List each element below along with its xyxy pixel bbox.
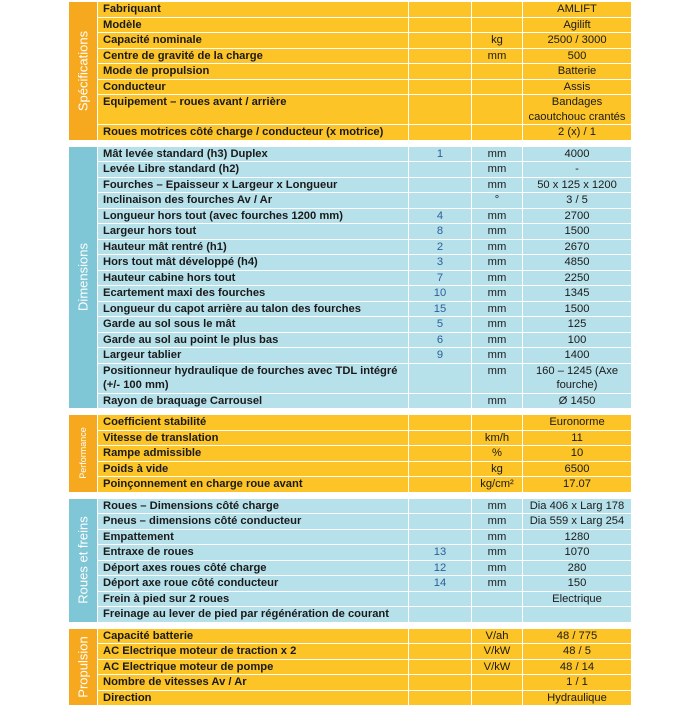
row-unit: km/h — [472, 431, 523, 446]
row-ref-number — [409, 660, 472, 675]
row-label: Longueur du capot arrière au talon des fourches — [98, 302, 409, 317]
row-unit: mm — [472, 162, 523, 177]
section-label: Spécifications — [75, 30, 91, 111]
row-label: Garde au sol sous le mât — [98, 317, 409, 332]
row-unit: mm — [472, 178, 523, 193]
row-unit: mm — [472, 147, 523, 162]
row-value: Bandages caoutchouc crantés — [528, 96, 626, 123]
row-value: 48 / 5 — [563, 645, 591, 657]
row-unit: kg/cm² — [472, 477, 523, 492]
row-value: Assis — [563, 80, 591, 93]
section-label-bar — [69, 147, 98, 409]
row-unit: mm — [472, 302, 523, 317]
table-row — [98, 193, 631, 209]
row-value: 6500 — [564, 462, 590, 475]
table-row — [98, 364, 631, 394]
row-unit: mm — [472, 240, 523, 255]
row-ref-number: 15 — [409, 302, 472, 317]
row-unit: mm — [472, 576, 523, 591]
row-unit: mm — [472, 49, 523, 64]
row-unit: mm — [472, 286, 523, 301]
row-value: Dia 559 x Larg 254 — [529, 515, 625, 527]
row-label: Fabriquant — [98, 2, 409, 17]
table-row — [98, 629, 631, 645]
row-label: Hors tout mât développé (h4) — [98, 255, 409, 270]
table-row — [98, 271, 631, 287]
row-value: 1500 — [564, 302, 590, 315]
row-ref-number — [409, 607, 472, 622]
table-row — [98, 348, 631, 364]
row-label: Vitesse de translation — [98, 431, 409, 446]
table-row — [98, 2, 631, 18]
row-label: Inclinaison des fourches Av / Ar — [98, 193, 409, 208]
row-label: Pneus – dimensions côté conducteur — [98, 514, 409, 529]
row-ref-number: 6 — [409, 333, 472, 348]
section-rows — [98, 415, 631, 492]
row-unit: mm — [472, 545, 523, 560]
row-unit — [472, 607, 523, 622]
row-label: Entraxe de roues — [98, 545, 409, 560]
row-ref-number: 4 — [409, 209, 472, 224]
row-ref-number: 13 — [409, 545, 472, 560]
row-unit — [472, 592, 523, 607]
table-row — [98, 415, 631, 431]
row-unit — [472, 64, 523, 79]
row-label: Positionneur hydraulique de fourches avec TDL intégré (+/- 100 mm) — [98, 364, 409, 393]
row-label: Hauteur cabine hors tout — [98, 271, 409, 286]
table-row — [98, 333, 631, 349]
row-ref-number: 14 — [409, 576, 472, 591]
row-unit: V/kW — [472, 660, 523, 675]
row-unit: mm — [472, 530, 523, 545]
row-value — [523, 607, 631, 622]
row-value: 4000 — [564, 147, 590, 160]
table-row — [98, 255, 631, 271]
row-value: 500 — [567, 49, 587, 62]
row-label: Coefficient stabilité — [98, 415, 409, 430]
table-row — [98, 592, 631, 608]
row-ref-number — [409, 415, 472, 430]
table-row — [98, 660, 631, 676]
section-rows — [98, 2, 631, 140]
table-row — [98, 394, 631, 409]
row-label: AC Electrique moteur de pompe — [98, 660, 409, 675]
row-label: Frein à pied sur 2 roues — [98, 592, 409, 607]
row-ref-number — [409, 18, 472, 33]
row-label: Ecartement maxi des fourches — [98, 286, 409, 301]
table-row — [98, 147, 631, 163]
row-ref-number: 10 — [409, 286, 472, 301]
section-rows — [98, 147, 631, 409]
row-value: Electrique — [552, 592, 602, 605]
row-value: 50 x 125 x 1200 — [537, 178, 617, 191]
row-label: Hauteur mât rentré (h1) — [98, 240, 409, 255]
row-label: Roues – Dimensions côté charge — [98, 499, 409, 514]
row-unit: mm — [472, 364, 523, 393]
row-value: 1345 — [564, 287, 590, 299]
row-label: Centre de gravité de la charge — [98, 49, 409, 64]
row-label: AC Electrique moteur de traction x 2 — [98, 644, 409, 659]
table-row — [98, 178, 631, 194]
row-ref-number — [409, 514, 472, 529]
table-row — [98, 162, 631, 178]
row-ref-number: 8 — [409, 224, 472, 239]
row-label: Largeur hors tout — [98, 224, 409, 239]
table-row — [98, 431, 631, 447]
row-unit — [472, 80, 523, 95]
row-value: 2 (x) / 1 — [558, 126, 596, 138]
row-ref-number — [409, 530, 472, 545]
row-ref-number — [409, 644, 472, 659]
row-ref-number — [409, 193, 472, 208]
row-ref-number — [409, 178, 472, 193]
row-value: 125 — [567, 318, 587, 330]
row-ref-number — [409, 629, 472, 644]
row-label: Capacité nominale — [98, 33, 409, 48]
row-value: Batterie — [557, 65, 597, 77]
row-label: Conducteur — [98, 80, 409, 95]
row-label: Longueur hors tout (avec fourches 1200 mm) — [98, 209, 409, 224]
row-ref-number: 9 — [409, 348, 472, 363]
row-value: 11 — [571, 431, 583, 444]
row-ref-number — [409, 64, 472, 79]
row-label: Levée Libre standard (h2) — [98, 162, 409, 177]
row-label: Direction — [98, 691, 409, 706]
row-unit — [472, 415, 523, 430]
row-value: 2500 / 3000 — [547, 34, 607, 46]
row-unit — [472, 18, 523, 33]
row-unit — [472, 691, 523, 706]
table-row — [98, 514, 631, 530]
table-row — [98, 530, 631, 546]
row-unit: V/kW — [472, 644, 523, 659]
row-label: Empattement — [98, 530, 409, 545]
row-unit: mm — [472, 561, 523, 576]
row-value: 10 — [570, 447, 584, 459]
section-label-bar — [69, 499, 98, 622]
section-label-bar — [69, 629, 98, 706]
row-value: AMLIFT — [557, 3, 597, 15]
table-row — [98, 477, 631, 492]
row-label: Equipement – roues avant / arrière — [98, 95, 409, 124]
row-ref-number — [409, 364, 472, 393]
table-row — [98, 49, 631, 65]
row-unit — [472, 125, 523, 140]
row-label: Déport axes roues côté charge — [98, 561, 409, 576]
row-unit: mm — [472, 209, 523, 224]
table-row — [98, 80, 631, 96]
row-ref-number — [409, 95, 472, 124]
section-label: Performance — [78, 427, 88, 480]
section-label-bar — [69, 415, 98, 492]
table-row — [98, 462, 631, 478]
row-unit: mm — [472, 348, 523, 363]
table-row — [98, 691, 631, 706]
row-value: 1500 — [564, 225, 590, 237]
row-ref-number — [409, 33, 472, 48]
row-ref-number — [409, 462, 472, 477]
section-propulsion — [69, 629, 631, 706]
table-row — [98, 545, 631, 561]
row-label: Freinage au lever de pied par régénération de courant — [98, 607, 409, 622]
row-ref-number: 1 — [409, 147, 472, 162]
table-row — [98, 302, 631, 318]
row-value: Euronorme — [549, 416, 605, 428]
row-label: Fourches – Epaisseur x Largeur x Longueur — [98, 178, 409, 193]
row-value: 1400 — [564, 349, 590, 361]
row-ref-number — [409, 80, 472, 95]
table-row — [98, 446, 631, 462]
row-value: - — [575, 163, 579, 175]
row-unit: mm — [472, 394, 523, 409]
row-unit: V/ah — [472, 629, 523, 644]
section-performance — [69, 415, 631, 492]
row-unit: mm — [472, 499, 523, 514]
row-value: 100 — [567, 333, 587, 346]
row-ref-number — [409, 499, 472, 514]
table-row — [98, 561, 631, 577]
row-ref-number — [409, 431, 472, 446]
row-value: 150 — [567, 577, 587, 589]
row-label: Poids à vide — [98, 462, 409, 477]
section-label: Roues et freins — [75, 516, 91, 604]
row-label: Roues motrices côté charge / conducteur (x motrice) — [98, 125, 409, 140]
row-ref-number — [409, 162, 472, 177]
row-unit: % — [472, 446, 523, 461]
table-row — [98, 209, 631, 225]
table-row — [98, 18, 631, 34]
row-label: Mât levée standard (h3) Duplex — [98, 147, 409, 162]
spec-sheet — [69, 2, 631, 712]
row-label: Poinçonnement en charge roue avant — [98, 477, 409, 492]
section-roues-et-freins — [69, 499, 631, 622]
row-ref-number: 3 — [409, 255, 472, 270]
row-value: Dia 406 x Larg 178 — [529, 499, 625, 512]
section-dimensions — [69, 147, 631, 409]
row-value: 4850 — [564, 256, 590, 268]
row-unit: ° — [472, 193, 523, 208]
row-ref-number — [409, 592, 472, 607]
table-row — [98, 499, 631, 515]
row-unit — [472, 675, 523, 690]
table-row — [98, 317, 631, 333]
row-ref-number — [409, 125, 472, 140]
row-unit: mm — [472, 255, 523, 270]
row-ref-number: 7 — [409, 271, 472, 286]
row-value: Ø 1450 — [558, 394, 596, 407]
row-value: 1280 — [564, 530, 590, 543]
section-rows — [98, 629, 631, 706]
table-row — [98, 607, 631, 622]
row-ref-number: 2 — [409, 240, 472, 255]
row-label: Mode de propulsion — [98, 64, 409, 79]
table-row — [98, 224, 631, 240]
table-row — [98, 95, 631, 125]
row-label: Largeur tablier — [98, 348, 409, 363]
row-value: 48 / 14 — [559, 660, 595, 673]
table-row — [98, 675, 631, 691]
section-rows — [98, 499, 631, 622]
section-label: Propulsion — [75, 636, 91, 698]
section-sp-cifications — [69, 2, 631, 140]
row-label: Garde au sol au point le plus bas — [98, 333, 409, 348]
row-value: 3 / 5 — [566, 194, 588, 206]
row-value: 160 – 1245 (Axe fourche) — [535, 364, 619, 391]
row-label: Modèle — [98, 18, 409, 33]
row-label: Capacité batterie — [98, 629, 409, 644]
row-ref-number — [409, 394, 472, 409]
section-label: Dimensions — [75, 243, 91, 312]
row-unit — [472, 2, 523, 17]
table-row — [98, 286, 631, 302]
row-ref-number — [409, 691, 472, 706]
table-row — [98, 644, 631, 660]
row-value: 2250 — [564, 271, 590, 284]
table-row — [98, 33, 631, 49]
row-unit: kg — [472, 462, 523, 477]
row-unit: mm — [472, 514, 523, 529]
row-value: 280 — [567, 561, 587, 574]
section-label-bar — [69, 2, 98, 140]
row-ref-number — [409, 477, 472, 492]
row-unit: mm — [472, 333, 523, 348]
table-row — [98, 125, 631, 140]
row-ref-number — [409, 446, 472, 461]
row-ref-number: 5 — [409, 317, 472, 332]
row-value: 2700 — [564, 209, 590, 222]
row-label: Nombre de vitesses Av / Ar — [98, 675, 409, 690]
row-value: 1 / 1 — [566, 676, 588, 688]
row-ref-number — [409, 2, 472, 17]
row-unit: mm — [472, 271, 523, 286]
row-label: Déport axe roue côté conducteur — [98, 576, 409, 591]
row-unit: mm — [472, 224, 523, 239]
row-ref-number: 12 — [409, 561, 472, 576]
row-value: Agilift — [563, 18, 591, 31]
table-row — [98, 240, 631, 256]
row-label: Rampe admissible — [98, 446, 409, 461]
row-unit: mm — [472, 317, 523, 332]
row-unit: kg — [472, 33, 523, 48]
row-value: 1070 — [564, 546, 590, 558]
row-ref-number — [409, 49, 472, 64]
row-value: 48 / 775 — [556, 629, 598, 642]
row-value: 2670 — [564, 240, 590, 253]
table-row — [98, 576, 631, 592]
row-value: Hydraulique — [547, 691, 607, 704]
row-unit — [472, 95, 523, 124]
row-label: Rayon de braquage Carrousel — [98, 394, 409, 409]
row-ref-number — [409, 675, 472, 690]
row-value: 17.07 — [563, 478, 591, 490]
table-row — [98, 64, 631, 80]
